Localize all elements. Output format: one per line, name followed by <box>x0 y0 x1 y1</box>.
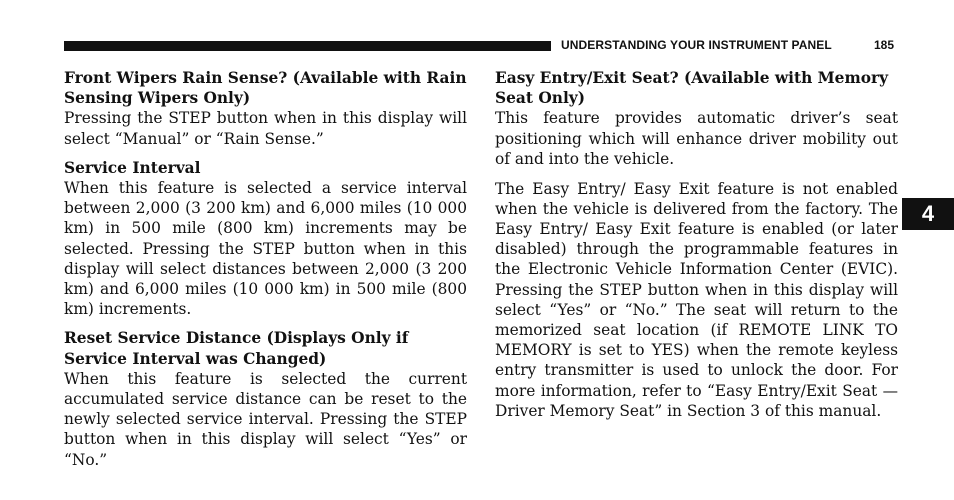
section-easy-entry <box>495 68 898 169</box>
section-reset-service-distance <box>64 328 467 469</box>
section-body: Pressing the STEP button when in this display will select “Manual” or “Rain Sense.” <box>64 109 467 148</box>
section-heading: Reset Service Distance (Displays Only if Service Interval was Changed) <box>64 329 409 368</box>
section-body: When this feature is selected the current accumulated service distance can be reset to the newly selected service interval. Pressing the STEP button when in this display will select “Yes” or “No.” <box>64 369 467 469</box>
section-easy-entry-details <box>495 179 898 421</box>
right-column <box>495 68 898 430</box>
section-service-interval <box>64 158 467 320</box>
section-front-wipers <box>64 68 467 149</box>
section-body: The Easy Entry/ Easy Exit feature is not enabled when the vehicle is delivered from the factory. The Easy Entry/ Easy Exit feature is enabled (or later disabled) through the programmable features in the Electronic Vehicle Information Center (EVIC). Pressing the STEP button when in this display will select “Yes” or “No.” The seat will return to the memorized seat location (if REMOTE LINK TO MEMORY is set to YES) when the remote keyless entry transmitter is used to unlock the door. For more information, refer to “Easy Entry/Exit Seat — Driver Memory Seat” in Section 3 of this manual. <box>495 179 898 420</box>
chapter-tab: 4 <box>902 198 954 230</box>
section-body: When this feature is selected a service interval between 2,000 (3 200 km) and 6,000 miles (10 000 km) in 500 mile (800 km) increments may be selected. Pressing the STEP button when in this display will select distances between 2,000 (3 200 km) and 6,000 miles (10 000 km) in 500 mile (800 km) increments. <box>64 179 467 319</box>
left-column <box>64 68 467 479</box>
section-heading: Front Wipers Rain Sense? (Available with Rain Sensing Wipers Only) <box>64 69 467 108</box>
section-heading: Easy Entry/Exit Seat? (Available with Memory Seat Only) <box>495 69 889 108</box>
section-body: This feature provides automatic driver’s seat positioning which will enhance driver mobility out of and into the vehicle. <box>495 109 898 168</box>
running-header: UNDERSTANDING YOUR INSTRUMENT PANEL <box>561 38 832 52</box>
section-heading: Service Interval <box>64 158 201 177</box>
page-number: 185 <box>874 38 895 52</box>
header-rule <box>64 41 551 51</box>
